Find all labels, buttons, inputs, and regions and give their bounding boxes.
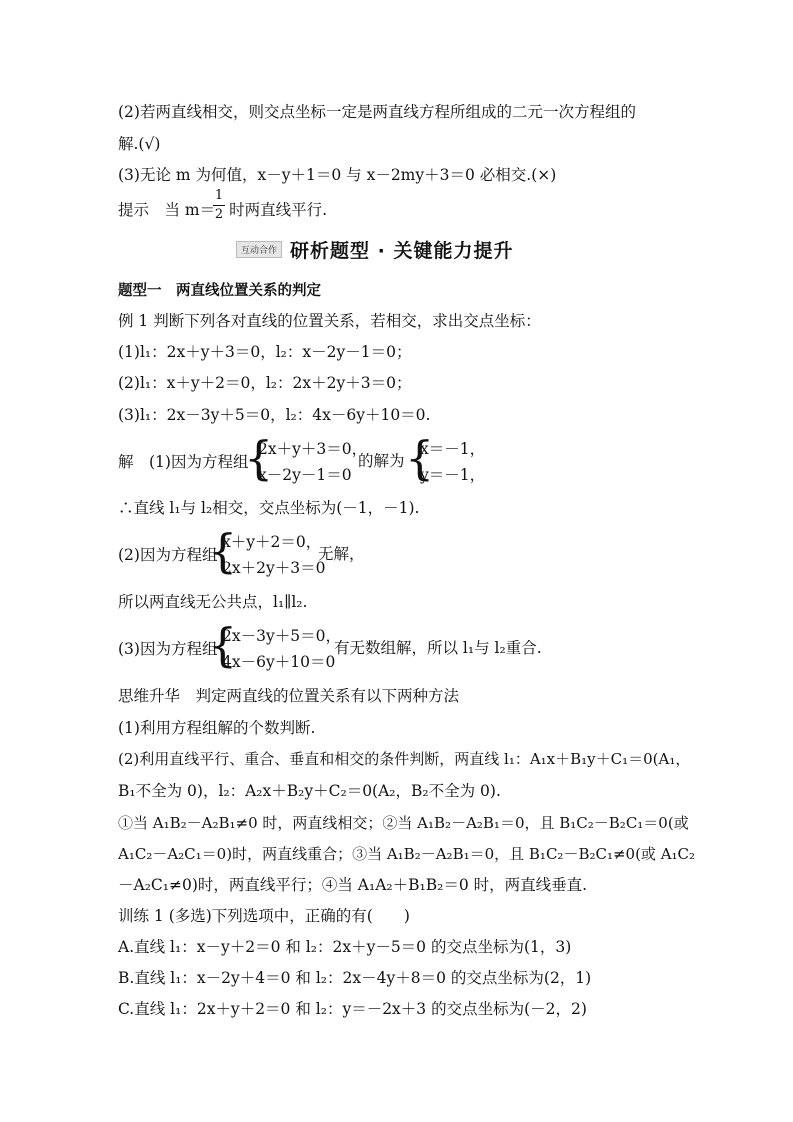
- solution-3-brace: {: [208, 618, 238, 672]
- solution-1-mid: 的解为: [358, 452, 405, 470]
- training-title: 训练 1 (多选)下列选项中，正确的有( ): [118, 907, 410, 925]
- solution-1-eq2: x－2y－1＝0: [258, 466, 352, 484]
- summary-method-2-line1: (2)利用直线平行、重合、垂直和相交的条件判断，两直线 l₁：A₁x＋B₁y＋C₁＝0(A₁，: [118, 750, 691, 768]
- solution-2-suffix: 无解，: [318, 545, 365, 563]
- solution-2-brace: {: [208, 524, 238, 578]
- solution-1-solution: [420, 436, 485, 488]
- banner-tag: 互动合作: [236, 241, 282, 258]
- banner-title: 研析题型 · 关键能力提升: [290, 240, 514, 262]
- hint-fraction-numerator: 1: [214, 188, 224, 203]
- hint-fraction: [213, 188, 225, 223]
- solution-2-eq1: x＋y＋2＝0，: [222, 533, 322, 551]
- example-title: 例 1 判断下列各对直线的位置关系，若相交，求出交点坐标：: [118, 312, 541, 330]
- question-2: (2)l₁：x＋y＋2＝0，l₂：2x＋2y＋3＝0；: [118, 374, 412, 392]
- summary-conditions-line3: －A₂C₁≠0)时，两直线平行；④当 A₁A₂＋B₁B₂＝0 时，两直线垂直.: [118, 876, 588, 894]
- solution-1-eq1: 2x＋y＋3＝0，: [258, 440, 368, 458]
- solution-1-sol2: y＝－1，: [420, 466, 486, 484]
- solution-2-conclusion: 所以两直线无公共点，l₁∥l₂.: [118, 593, 308, 611]
- solution-3-eq1: 2x－3y＋5＝0，: [222, 627, 341, 645]
- section-heading: 题型一 两直线位置关系的判定: [118, 283, 321, 299]
- hint-prefix: 提示 当 m＝: [118, 201, 216, 219]
- solution-3-system: [222, 623, 341, 675]
- solution-3-prefix: (3)因为方程组: [118, 640, 218, 658]
- training-option-c: C.直线 l₁：2x＋y＋2＝0 和 l₂：y＝－2x＋3 的交点坐标为(－2，2): [118, 1000, 587, 1018]
- solution-3-suffix: 有无数组解，所以 l₁与 l₂重合.: [334, 639, 542, 657]
- solution-1-system: [258, 436, 367, 488]
- section-banner: [236, 236, 513, 263]
- solution-1-solution-brace: {: [405, 431, 435, 485]
- intro-item3: (3)无论 m 为何值，x－y＋1＝0 与 x－2my＋3＝0 必相交.(×): [118, 166, 557, 184]
- training-option-a: A.直线 l₁：x－y＋2＝0 和 l₂：2x＋y－5＝0 的交点坐标为(1，3): [118, 938, 572, 956]
- solution-1-prefix: 解 (1)因为方程组: [118, 453, 249, 471]
- solution-2-eq2: 2x＋2y＋3＝0: [222, 559, 326, 577]
- intro-item2-line2: 解.(√): [118, 135, 161, 153]
- summary-method-2-line2: B₁不全为 0)，l₂：A₂x＋B₂y＋C₂＝0(A₂，B₂不全为 0).: [118, 782, 501, 800]
- solution-1-sol1: x＝－1，: [420, 440, 486, 458]
- summary-heading: 思维升华 判定两直线的位置关系有以下两种方法: [118, 687, 460, 705]
- solution-2-prefix: (2)因为方程组: [118, 546, 218, 564]
- solution-1-brace: {: [244, 431, 274, 485]
- question-3: (3)l₁：2x－3y＋5＝0，l₂：4x－6y＋10＝0.: [118, 406, 431, 424]
- solution-1-conclusion: ∴直线 l₁与 l₂相交，交点坐标为(－1，－1).: [118, 499, 420, 517]
- question-1: (1)l₁：2x＋y＋3＝0，l₂：x－2y－1＝0；: [118, 343, 412, 361]
- summary-conditions-line2: A₁C₂－A₂C₁＝0)时，两直线重合；③当 A₁B₂－A₂B₁＝0，且 B₁C₂－B₂C₁≠0(或 A₁C₂: [118, 845, 696, 863]
- summary-conditions-line1: ①当 A₁B₂－A₂B₁≠0 时，两直线相交；②当 A₁B₂－A₂B₁＝0，且 B₁C₂－B₂C₁＝0(或: [118, 814, 689, 832]
- intro-item2-line1: (2)若两直线相交，则交点坐标一定是两直线方程所组成的二元一次方程组的: [118, 103, 636, 121]
- solution-3-eq2: 4x－6y＋10＝0: [222, 653, 336, 671]
- solution-2-system: [222, 529, 325, 581]
- summary-method-1: (1)利用方程组解的个数判断.: [118, 719, 316, 737]
- hint-fraction-denominator: 2: [214, 207, 224, 222]
- training-option-b: B.直线 l₁：x－2y＋4＝0 和 l₂：2x－4y＋8＝0 的交点坐标为(2，1): [118, 969, 592, 987]
- hint-suffix: 时两直线平行.: [229, 201, 328, 219]
